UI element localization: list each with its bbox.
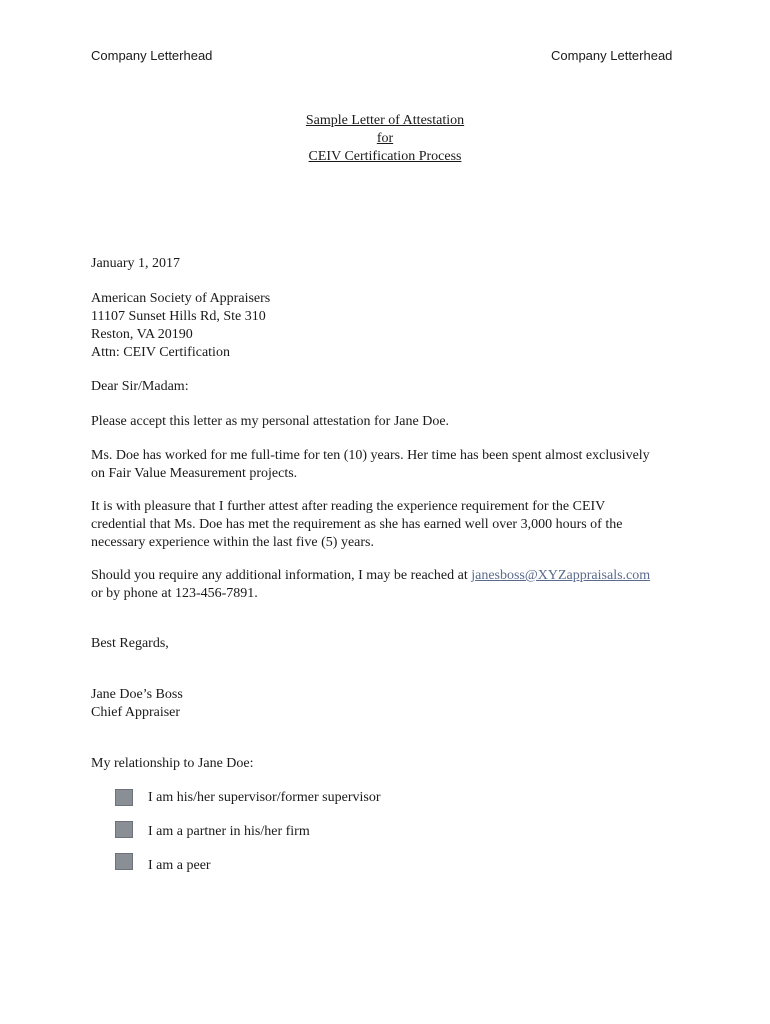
option-supervisor: I am his/her supervisor/former supervisor — [148, 790, 381, 805]
paragraph-4-line-1 — [91, 567, 711, 585]
supervisor-checkbox[interactable] — [115, 789, 133, 806]
option-partner: I am a partner in his/her firm — [148, 824, 310, 839]
salutation: Dear Sir/Madam: — [91, 379, 189, 394]
title-line-2: for — [376, 131, 394, 146]
address-line-1: American Society of Appraisers — [91, 291, 271, 306]
letter-date: January 1, 2017 — [91, 256, 181, 271]
address-line-4: Attn: CEIV Certification — [91, 345, 230, 360]
signature-name: Jane Doe’s Boss — [91, 687, 183, 702]
paragraph-3-line-2: credential that Ms. Doe has met the requirement as she has earned well over 3,000 hours of the — [91, 517, 623, 532]
letterhead-right: Company Letterhead — [551, 48, 673, 63]
letter-title — [0, 112, 770, 166]
relationship-label: My relationship to Jane Doe: — [91, 756, 254, 771]
signature-title: Chief Appraiser — [91, 705, 181, 720]
paragraph-3 — [91, 498, 691, 552]
recipient-address — [91, 290, 691, 362]
paragraph-2-line-2: on Fair Value Measurement projects. — [91, 466, 298, 481]
paragraph-3-line-3: necessary experience within the last five (5) years. — [91, 535, 374, 550]
email-link[interactable]: janesboss@XYZappraisals.com — [471, 568, 651, 583]
address-line-3: Reston, VA 20190 — [91, 327, 193, 342]
paragraph-2 — [91, 447, 691, 483]
title-line-1: Sample Letter of Attestation — [305, 113, 465, 128]
title-line-3: CEIV Certification Process — [308, 149, 462, 164]
contact-text: Should you require any additional information, I may be reached at — [91, 568, 472, 583]
letterhead-left: Company Letterhead — [91, 48, 213, 63]
paragraph-4 — [91, 567, 711, 603]
paragraph-1: Please accept this letter as my personal attestation for Jane Doe. — [91, 414, 450, 429]
paragraph-2-line-1: Ms. Doe has worked for me full-time for ten (10) years. Her time has been spent almost exclusively — [91, 448, 650, 463]
peer-checkbox[interactable] — [115, 853, 133, 870]
paragraph-4-line-2: or by phone at 123-456-7891. — [91, 586, 258, 601]
option-peer: I am a peer — [148, 858, 211, 873]
closing: Best Regards, — [91, 636, 169, 651]
paragraph-3-line-1: It is with pleasure that I further attest after reading the experience requirement for the CEIV — [91, 499, 606, 514]
address-line-2: 11107 Sunset Hills Rd, Ste 310 — [91, 309, 266, 324]
signature-block — [91, 686, 691, 722]
partner-checkbox[interactable] — [115, 821, 133, 838]
